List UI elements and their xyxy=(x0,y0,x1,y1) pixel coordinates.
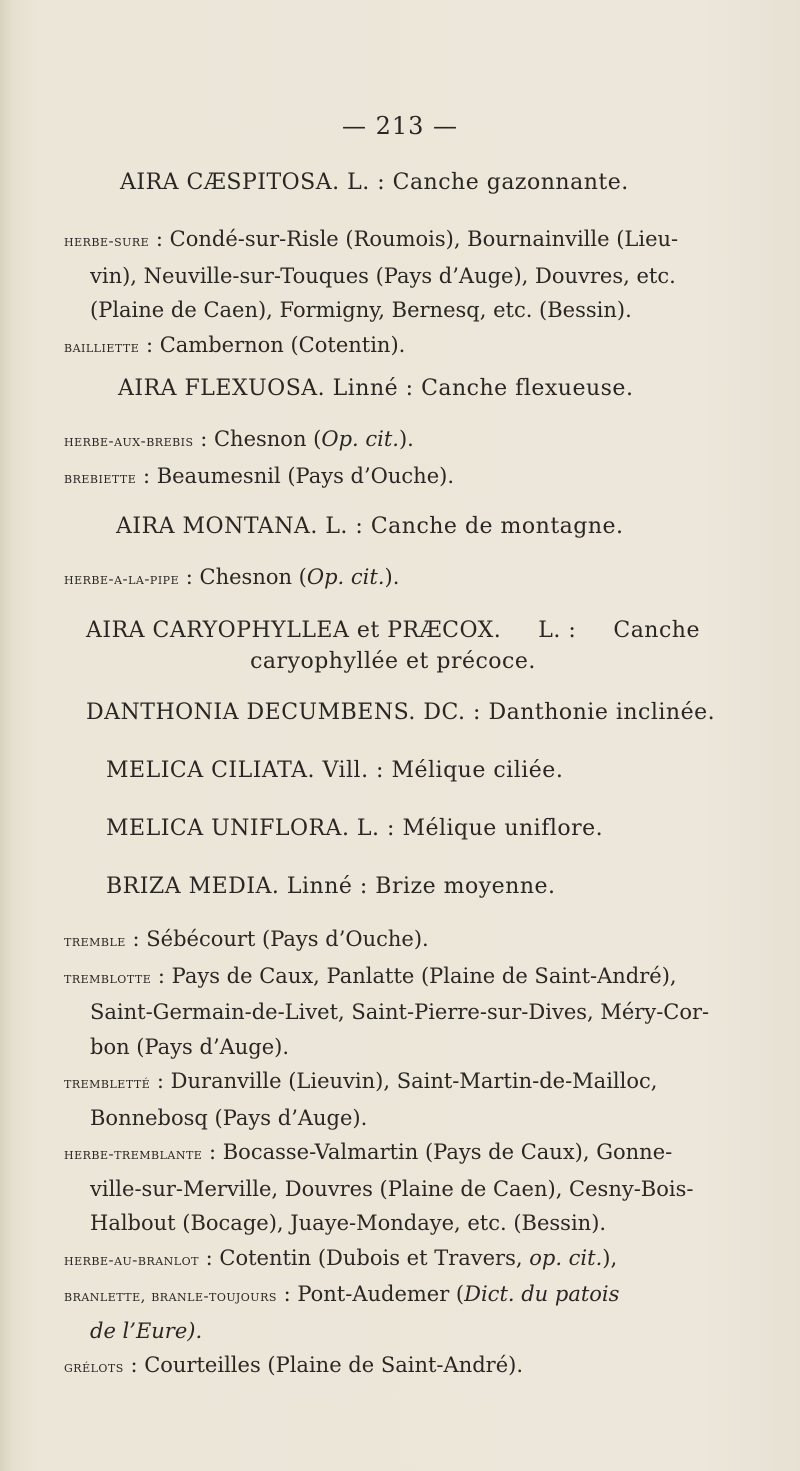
patois-locations: : Chesnon ( xyxy=(179,565,307,589)
citation: de l’Eure). xyxy=(90,1318,203,1343)
patois-term: herbe-a-la-pipe xyxy=(64,570,180,588)
patois-term: trembletté xyxy=(64,1074,151,1092)
patois-term: herbe-aux-brebis xyxy=(64,432,194,450)
species-heading-briza-media xyxy=(106,874,556,899)
patois-line: vin), Neuville-sur-Touques (Pays d’Auge), Douvres, etc. xyxy=(90,263,676,288)
citation: op. cit. xyxy=(529,1245,603,1270)
species-french-name-continued: caryophyllée et précoce. xyxy=(250,649,536,674)
species-authority: L. : xyxy=(349,816,403,841)
patois-line xyxy=(64,959,750,996)
patois-line xyxy=(64,222,750,259)
patois-line xyxy=(64,328,750,365)
patois-locations: : Cotentin (Dubois et Travers, xyxy=(198,1245,530,1270)
species-authority: DC. : xyxy=(415,700,489,725)
patois-locations: : Courteilles (Plaine de Saint-André). xyxy=(123,1353,523,1377)
patois-line: Bonnebosq (Pays d’Auge). xyxy=(90,1105,368,1130)
patois-locations: : Pays de Caux, Panlatte (Plaine de Saint-André), xyxy=(151,963,677,988)
page-number: — 213 — xyxy=(341,112,459,140)
patois-locations: : Bocasse-Valmartin (Pays de Caux), Gonne- xyxy=(202,1140,673,1164)
patois-locations: : Chesnon ( xyxy=(193,427,322,451)
patois-line: Halbout (Bocage), Juaye-Mondaye, etc. (Bessin). xyxy=(90,1211,607,1235)
patois-line: herbe-au-branlot : Cotentin (Dubois et Travers, op. cit.), xyxy=(64,1245,618,1270)
species-latin-name: BRIZA MEDIA. xyxy=(106,874,280,899)
species-french-name: Canche flexueuse. xyxy=(421,376,634,401)
species-latin-name: AIRA MONTANA. xyxy=(116,514,318,539)
patois-term: grélots xyxy=(64,1358,124,1376)
patois-term: bailliette xyxy=(64,337,140,356)
species-authority: L. : xyxy=(317,514,371,539)
species-latin-name: AIRA CÆSPITOSA. xyxy=(120,170,340,195)
species-latin-name: AIRA CARYOPHYLLEA et PRÆCOX. xyxy=(86,618,502,643)
species-french-name: Mélique uniflore. xyxy=(402,816,604,841)
patois-term: tremblotte xyxy=(64,968,152,987)
species-latin-name: DANTHONIA DECUMBENS. xyxy=(86,700,416,725)
species-authority: Vill. : xyxy=(314,758,392,783)
patois-locations: : Duranville (Lieuvin), Saint-Martin-de-Mailloc, xyxy=(150,1069,658,1093)
species-french-name: Canche gazonnante. xyxy=(392,170,629,195)
patois-list xyxy=(64,922,750,1385)
patois-line: Saint-Germain-de-Livet, Saint-Pierre-sur-Dives, Méry-Cor- xyxy=(90,1000,710,1024)
species-heading-aira-montana xyxy=(116,514,624,539)
citation: Op. cit. xyxy=(306,565,385,589)
species-french-name: Canche de montagne. xyxy=(370,514,624,539)
citation: Dict. du patois xyxy=(464,1282,620,1306)
species-authority: L. : xyxy=(538,618,577,643)
species-latin-name: MELICA UNIFLORA. xyxy=(106,816,350,841)
patois-term: brebiette xyxy=(64,468,137,487)
patois-line: ville-sur-Merville, Douvres (Plaine de Caen), Cesny-Bois- xyxy=(90,1176,694,1201)
patois-line xyxy=(64,922,750,959)
species-latin-name: MELICA CILIATA. xyxy=(106,758,315,783)
patois-term: herbe-sure xyxy=(64,232,150,250)
patois-line xyxy=(64,1135,750,1172)
patois-locations: : Pont-Audemer ( xyxy=(276,1282,465,1306)
patois-term: herbe-tremblante xyxy=(64,1145,203,1163)
species-heading-aira-caryophyllea xyxy=(86,618,700,674)
species-french-name: Canche xyxy=(613,618,700,643)
patois-line: herbe-aux-brebis : Chesnon (Op. cit.). xyxy=(64,427,414,451)
patois-line xyxy=(64,1277,750,1314)
species-latin-name: AIRA FLEXUOSA. xyxy=(118,376,326,401)
patois-list xyxy=(64,560,750,597)
species-french-name: Brize moyenne. xyxy=(375,874,556,899)
species-heading-danthonia-decumbens xyxy=(86,700,715,725)
patois-locations: : Cambernon (Cotentin). xyxy=(139,332,406,357)
species-heading-melica-uniflora xyxy=(106,816,603,841)
species-french-name: Mélique ciliée. xyxy=(391,758,564,783)
species-heading-aira-flexuosa xyxy=(118,376,633,401)
patois-line: (Plaine de Caen), Formigny, Bernesq, etc. (Bessin). xyxy=(90,298,632,322)
patois-line xyxy=(64,1064,750,1101)
patois-locations: : Sébécourt (Pays d’Ouche). xyxy=(125,927,429,951)
patois-term: herbe-au-branlot xyxy=(64,1250,199,1269)
patois-line: herbe-a-la-pipe : Chesnon (Op. cit.). xyxy=(64,565,400,589)
patois-line: bon (Pays d’Auge). xyxy=(90,1034,290,1059)
species-french-name: Danthonie inclinée. xyxy=(488,700,716,725)
patois-locations: : Beaumesnil (Pays d’Ouche). xyxy=(136,463,455,488)
species-authority: Linné : xyxy=(325,376,422,401)
citation: Op. cit. xyxy=(321,427,399,451)
patois-term: tremble xyxy=(64,932,126,950)
patois-term: branlette, branle-toujours xyxy=(64,1287,277,1305)
species-authority: L. : xyxy=(339,170,393,195)
patois-list xyxy=(64,222,750,364)
patois-line xyxy=(64,459,750,496)
patois-line xyxy=(64,1348,750,1385)
species-heading-aira-caespitosa xyxy=(120,170,629,195)
species-authority: Linné : xyxy=(279,874,376,899)
patois-list xyxy=(64,422,750,495)
species-heading-melica-ciliata xyxy=(106,758,563,783)
patois-locations: : Condé-sur-Risle (Roumois), Bournainville (Lieu- xyxy=(149,227,679,251)
